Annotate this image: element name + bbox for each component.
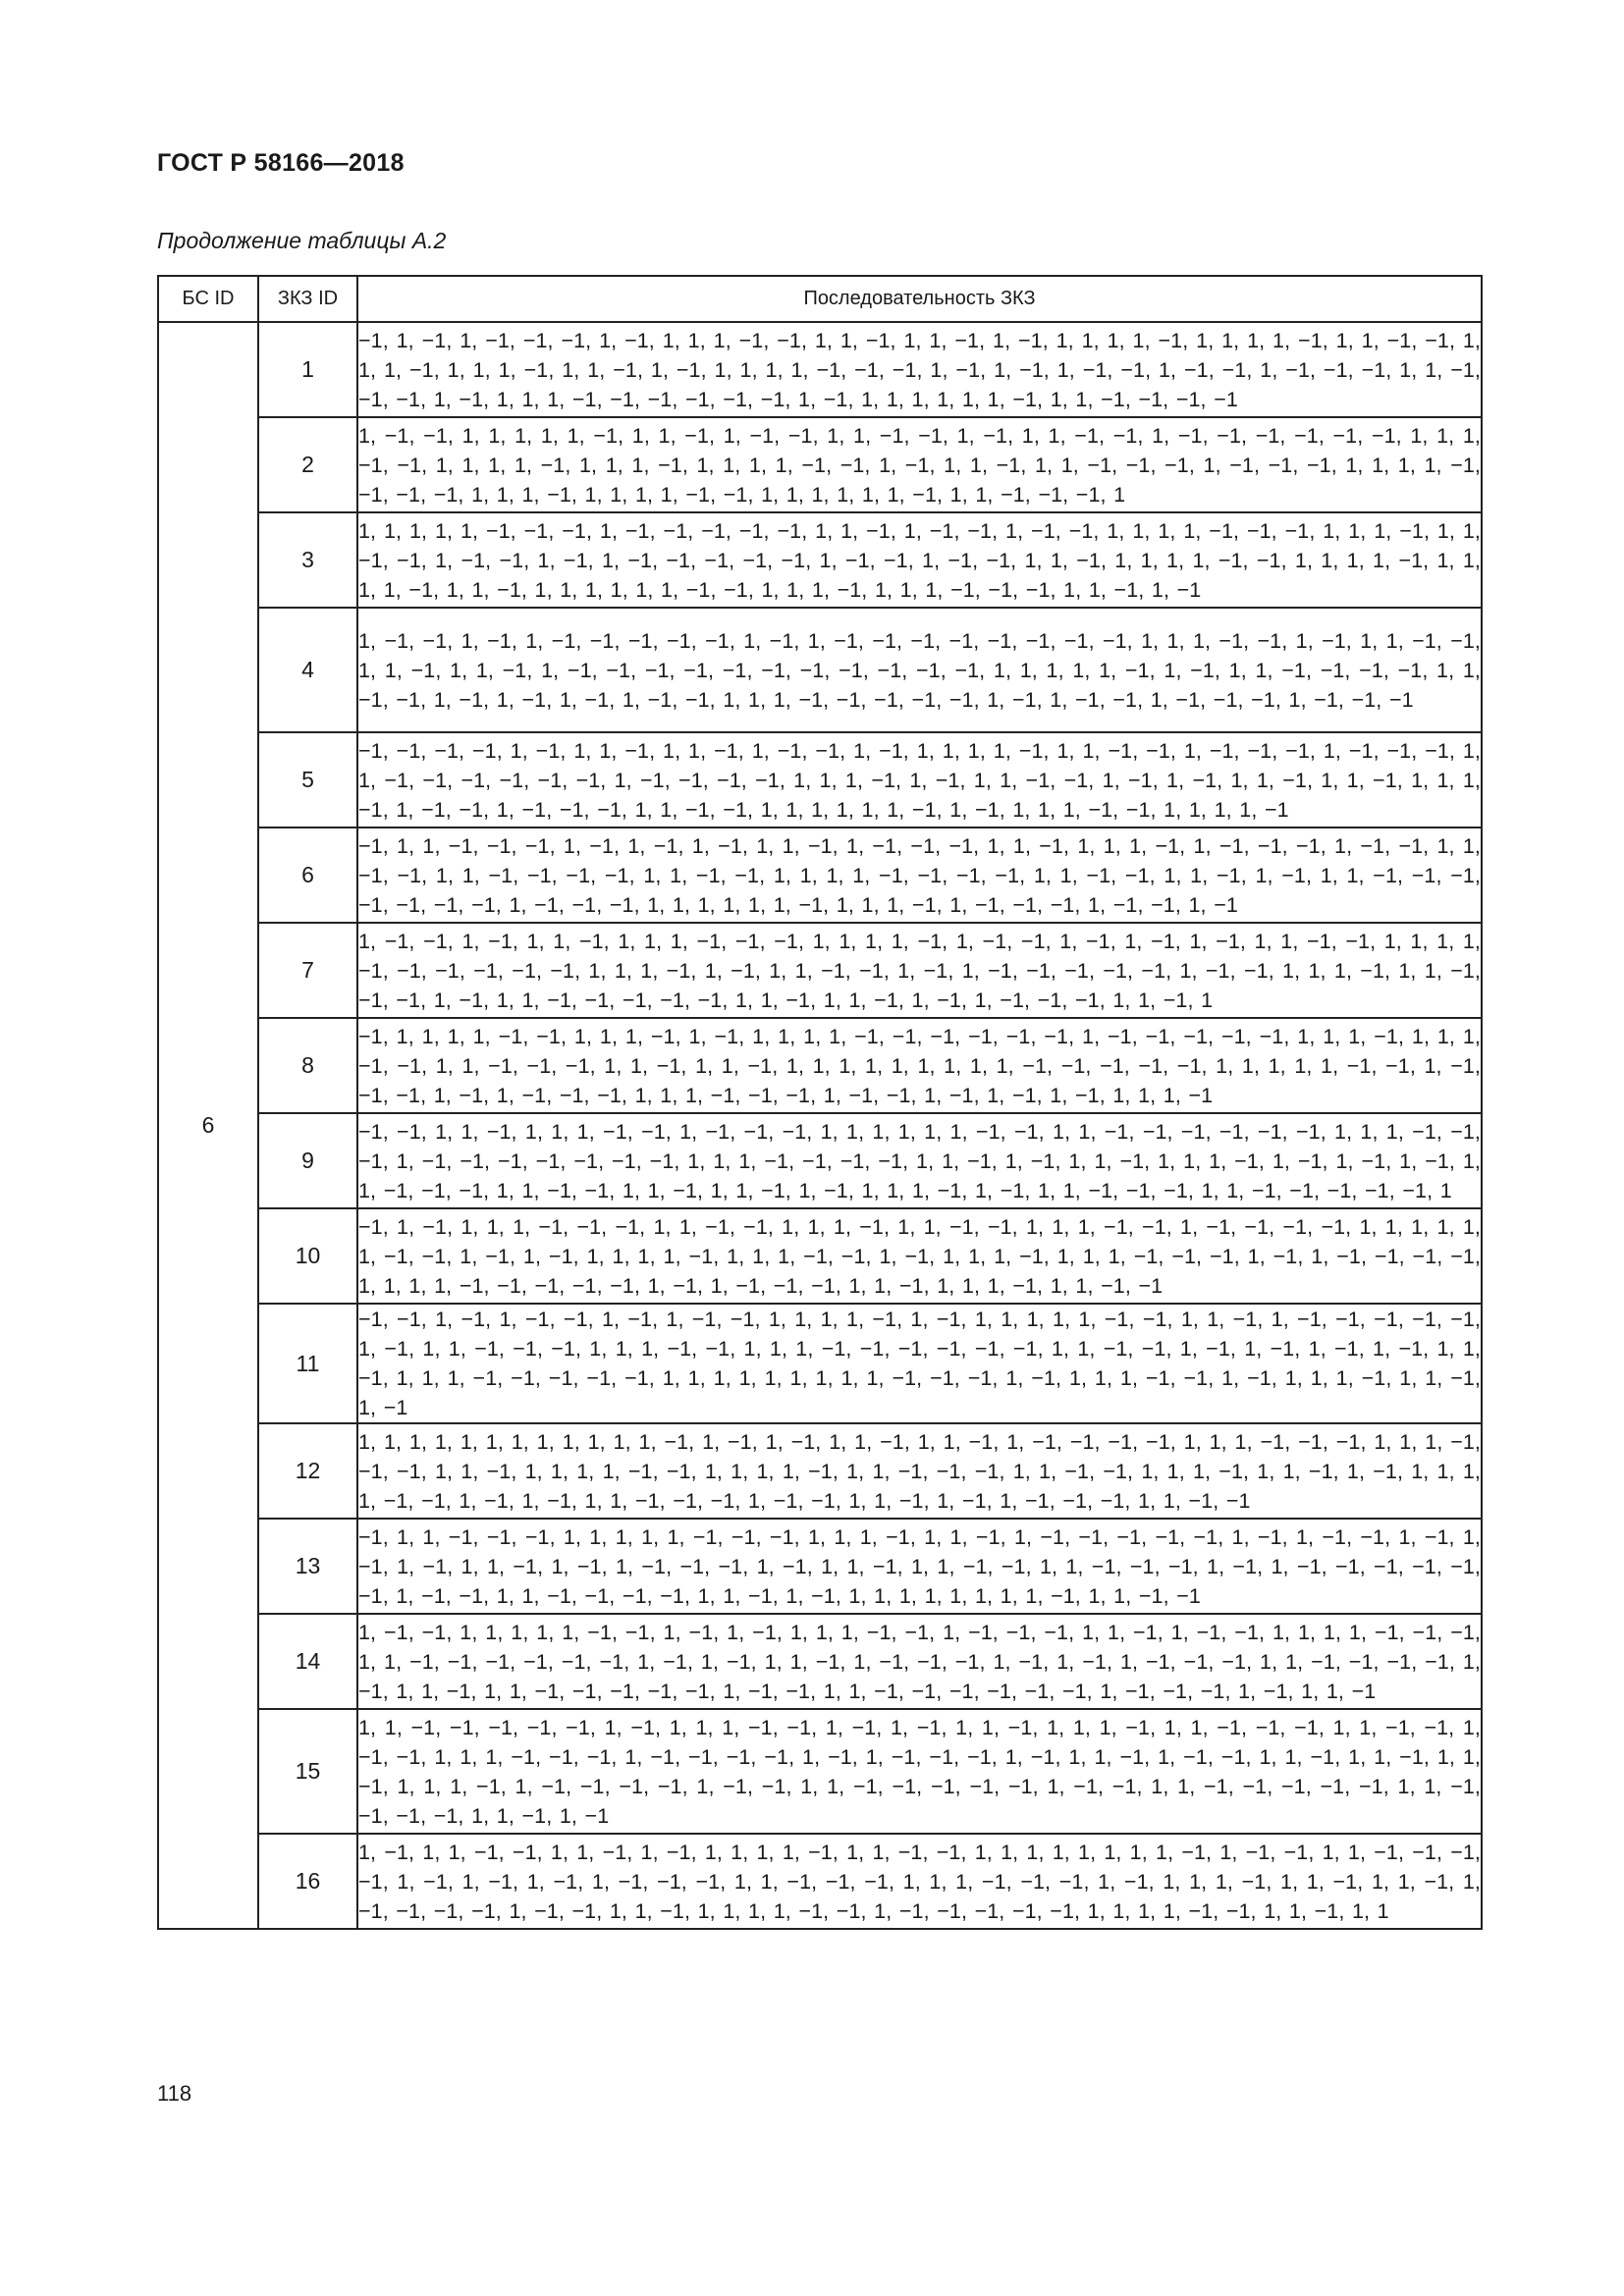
bs-id-cell: 6 — [158, 322, 258, 1929]
sequence-cell: −1, 1, 1, −1, −1, −1, 1, 1, 1, 1, 1, −1, −1, −1, 1, 1, 1, −1, 1, 1, −1, 1, −1, −1, −1, −1, −1, 1, −1, 1, −1, −1, 1, −1, 1, −1, 1, −1, 1, 1, −1, 1, −1, 1, −1, −1, −1, 1, −1, 1, 1, −1, 1, 1, −1, −1, 1, 1, −1, −1, −1, 1, −1, 1, −1, −1, −1, −1, −1, −1, 1, −1, −1, 1, 1, −1, −1, −1, −1, 1, 1, −1, 1, −1, 1, 1, 1, 1, 1, 1, 1, 1, −1, 1, 1, −1, −1 — [357, 1519, 1482, 1614]
table-header-row — [158, 276, 1482, 322]
sequence-cell: 1, −1, −1, 1, 1, 1, 1, 1, −1, −1, 1, −1, 1, −1, 1, 1, 1, −1, −1, 1, −1, −1, −1, 1, 1, −1, 1, −1, −1, 1, 1, 1, 1, −1, −1, −1, 1, 1, −1, −1, −1, −1, −1, −1, 1, −1, 1, −1, 1, 1, −1, 1, −1, −1, −1, 1, −1, 1, −1, 1, −1, −1, −1, 1, 1, −1, −1, −1, −1, 1, −1, 1, 1, −1, 1, 1, −1, −1, −1, −1, −1, 1, −1, −1, 1, 1, −1, −1, −1, −1, −1, −1, 1, −1, −1, −1, 1, −1, 1, 1, −1 — [357, 1614, 1482, 1709]
sequence-cell: 1, −1, −1, 1, −1, 1, 1, −1, 1, 1, 1, −1, −1, −1, 1, 1, 1, 1, −1, 1, −1, −1, 1, −1, 1, −1, 1, −1, 1, 1, −1, −1, 1, 1, 1, 1, −1, −1, −1, −1, −1, −1, 1, 1, 1, −1, 1, −1, 1, 1, −1, −1, 1, −1, 1, −1, −1, −1, −1, −1, 1, −1, −1, 1, 1, 1, −1, 1, 1, −1, −1, −1, 1, −1, 1, 1, −1, −1, −1, −1, −1, 1, 1, −1, 1, 1, −1, 1, −1, 1, −1, −1, −1, 1, 1, −1, 1 — [357, 923, 1482, 1018]
sequence-cell: −1, 1, −1, 1, −1, −1, −1, 1, −1, 1, 1, 1, −1, −1, 1, 1, −1, 1, 1, −1, 1, −1, 1, 1, 1, 1, −1, 1, 1, 1, 1, −1, 1, 1, −1, −1, 1, 1, 1, −1, 1, 1, 1, −1, 1, 1, −1, 1, −1, 1, 1, 1, 1, −1, −1, −1, 1, −1, 1, −1, 1, −1, −1, 1, −1, −1, 1, −1, −1, −1, 1, 1, −1, −1, −1, 1, −1, 1, 1, 1, −1, −1, −1, −1, −1, −1, 1, −1, 1, 1, 1, 1, 1, 1, −1, 1, 1, −1, −1, −1, −1 — [357, 322, 1482, 417]
sequence-cell: 1, 1, 1, 1, 1, −1, −1, −1, 1, −1, −1, −1, −1, −1, 1, 1, −1, 1, −1, −1, 1, −1, −1, 1, 1, 1, 1, −1, −1, −1, 1, 1, 1, −1, 1, 1, −1, −1, 1, −1, −1, 1, −1, 1, −1, −1, −1, −1, −1, 1, −1, −1, 1, −1, −1, 1, 1, −1, 1, 1, 1, 1, −1, −1, 1, 1, 1, 1, −1, 1, 1, 1, 1, −1, 1, 1, −1, 1, 1, 1, 1, 1, 1, −1, −1, 1, 1, 1, −1, 1, 1, 1, −1, −1, −1, 1, 1, −1, 1, −1 — [357, 512, 1482, 608]
sequence-cell: 1, 1, −1, −1, −1, −1, −1, 1, −1, 1, 1, 1, −1, −1, 1, −1, 1, −1, 1, 1, −1, 1, 1, 1, −1, 1, 1, −1, −1, −1, 1, 1, −1, −1, 1, −1, −1, 1, 1, 1, −1, −1, −1, 1, −1, −1, −1, −1, 1, −1, 1, −1, −1, −1, 1, −1, 1, 1, −1, 1, −1, −1, 1, 1, −1, 1, 1, −1, 1, 1, −1, 1, 1, 1, −1, 1, −1, −1, −1, −1, 1, −1, −1, 1, 1, −1, −1, −1, −1, −1, 1, −1, −1, 1, 1, −1, −1, −1, −1, −1, 1, 1, −1, −1, −1, −1, 1, 1, −1, 1, −1 — [357, 1709, 1482, 1834]
sequence-cell: −1, 1, −1, 1, 1, 1, −1, −1, −1, 1, 1, −1, −1, 1, 1, 1, −1, 1, 1, −1, −1, 1, 1, 1, −1, −1, 1, −1, −1, −1, −1, 1, 1, 1, 1, 1, 1, −1, −1, 1, −1, 1, −1, 1, 1, 1, 1, −1, 1, 1, 1, −1, −1, 1, −1, 1, 1, 1, −1, 1, 1, 1, −1, −1, −1, 1, −1, 1, −1, −1, −1, −1, 1, 1, 1, 1, −1, −1, −1, −1, −1, 1, −1, 1, −1, −1, −1, 1, 1, −1, 1, 1, 1, −1, 1, 1, −1, −1 — [357, 1208, 1482, 1304]
table-row — [158, 512, 1482, 608]
zkz-id-cell: 9 — [258, 1113, 357, 1208]
sequence-cell: −1, −1, −1, −1, 1, −1, 1, 1, −1, 1, 1, −1, 1, −1, −1, 1, −1, 1, 1, 1, 1, −1, 1, 1, −1, −1, 1, −1, −1, −1, 1, −1, −1, −1, 1, 1, −1, −1, −1, −1, −1, −1, 1, −1, −1, −1, −1, 1, 1, 1, −1, 1, −1, 1, 1, −1, −1, 1, −1, 1, −1, 1, 1, −1, 1, 1, −1, 1, 1, 1, −1, 1, −1, −1, 1, −1, −1, −1, 1, 1, −1, −1, 1, 1, 1, 1, 1, 1, −1, 1, −1, 1, 1, 1, −1, −1, 1, 1, 1, 1, −1 — [357, 732, 1482, 828]
zkz-id-cell: 15 — [258, 1709, 357, 1834]
table-row — [158, 1113, 1482, 1208]
zkz-id-cell: 6 — [258, 828, 357, 923]
table-row — [158, 1208, 1482, 1304]
table-row — [158, 1834, 1482, 1929]
header-sequence: Последовательность ЗКЗ — [357, 276, 1482, 322]
table-row — [158, 1018, 1482, 1113]
sequence-cell: −1, −1, 1, −1, 1, −1, −1, 1, −1, 1, −1, −1, 1, 1, 1, 1, −1, 1, −1, 1, 1, 1, 1, 1, −1, −1, 1, 1, −1, 1, −1, −1, −1, −1, −1, 1, −1, 1, 1, −1, −1, −1, 1, 1, 1, −1, −1, 1, 1, 1, −1, −1, −1, −1, −1, −1, 1, 1, −1, −1, 1, −1, 1, −1, 1, −1, 1, −1, 1, 1, −1, 1, 1, 1, −1, −1, −1, −1, −1, 1, 1, 1, 1, 1, 1, 1, 1, 1, −1, −1, −1, 1, −1, 1, 1, 1, −1, −1, 1, −1, 1, 1, 1, −1, 1, 1, −1, 1, −1 — [357, 1304, 1482, 1423]
table-row — [158, 1423, 1482, 1519]
page-number: 118 — [157, 2081, 192, 2106]
table-caption: Продолжение таблицы А.2 — [157, 228, 447, 253]
zkz-id-cell: 3 — [258, 512, 357, 608]
sequence-cell: 1, −1, −1, 1, 1, 1, 1, 1, −1, 1, 1, −1, 1, −1, −1, 1, 1, −1, −1, 1, −1, 1, 1, −1, −1, 1, −1, −1, −1, −1, −1, −1, 1, 1, 1, −1, −1, 1, 1, 1, 1, −1, 1, 1, 1, −1, 1, 1, 1, 1, −1, −1, 1, −1, 1, 1, −1, 1, 1, −1, −1, −1, 1, −1, −1, −1, 1, 1, 1, 1, −1, −1, −1, −1, 1, 1, 1, −1, 1, 1, 1, 1, −1, −1, 1, 1, 1, 1, 1, 1, −1, 1, 1, −1, −1, −1, 1 — [357, 417, 1482, 512]
zkz-id-cell: 5 — [258, 732, 357, 828]
zkz-id-cell: 8 — [258, 1018, 357, 1113]
zkz-id-cell: 16 — [258, 1834, 357, 1929]
sequence-cell: −1, 1, 1, 1, 1, −1, −1, 1, 1, 1, −1, 1, −1, 1, 1, 1, 1, −1, −1, −1, −1, −1, −1, 1, −1, −1, −1, −1, −1, 1, 1, 1, −1, 1, 1, 1, −1, −1, 1, 1, −1, −1, −1, 1, 1, −1, 1, 1, −1, 1, 1, 1, 1, 1, 1, 1, 1, 1, −1, −1, −1, −1, −1, 1, 1, 1, 1, 1, −1, −1, 1, −1, −1, −1, 1, −1, 1, −1, −1, −1, 1, 1, 1, −1, −1, −1, 1, −1, −1, 1, −1, 1, −1, 1, −1, 1, 1, 1, −1 — [357, 1018, 1482, 1113]
sequence-cell: 1, −1, 1, 1, −1, −1, 1, 1, −1, 1, −1, 1, 1, 1, 1, −1, 1, 1, −1, −1, 1, 1, 1, 1, 1, 1, 1, 1, −1, 1, −1, −1, 1, 1, −1, −1, −1, −1, 1, −1, 1, −1, 1, −1, 1, −1, −1, −1, 1, 1, −1, −1, −1, 1, 1, 1, −1, −1, −1, 1, −1, 1, 1, 1, −1, 1, 1, −1, 1, 1, −1, 1, −1, −1, −1, −1, 1, −1, −1, 1, 1, −1, 1, 1, 1, 1, −1, −1, 1, −1, −1, −1, −1, −1, 1, 1, 1, 1, −1, −1, 1, 1, −1, 1, 1 — [357, 1834, 1482, 1929]
zkz-id-cell: 12 — [258, 1423, 357, 1519]
sequence-cell: −1, 1, 1, −1, −1, −1, 1, −1, 1, −1, 1, −1, 1, 1, −1, 1, −1, −1, −1, 1, 1, −1, 1, 1, 1, −1, 1, −1, −1, −1, 1, −1, −1, 1, 1, −1, −1, 1, 1, −1, −1, −1, −1, 1, 1, −1, −1, 1, 1, 1, 1, −1, −1, −1, −1, 1, 1, −1, −1, 1, 1, −1, 1, −1, 1, 1, −1, −1, −1, −1, −1, −1, −1, 1, −1, −1, −1, 1, 1, 1, 1, 1, 1, −1, 1, 1, 1, −1, 1, −1, −1, −1, 1, −1, −1, 1, −1 — [357, 828, 1482, 923]
zkz-id-cell: 10 — [258, 1208, 357, 1304]
sequence-cell: 1, 1, 1, 1, 1, 1, 1, 1, 1, 1, 1, 1, −1, 1, −1, 1, −1, 1, 1, −1, 1, 1, −1, 1, −1, −1, −1, −1, 1, 1, 1, −1, −1, −1, 1, 1, 1, −1, −1, −1, 1, 1, −1, 1, 1, 1, 1, −1, −1, 1, 1, 1, 1, −1, 1, 1, −1, −1, −1, 1, 1, −1, −1, 1, 1, 1, −1, 1, 1, −1, 1, −1, 1, 1, 1, 1, −1, −1, 1, −1, 1, −1, 1, 1, −1, −1, −1, 1, −1, −1, 1, 1, −1, 1, −1, 1, −1, −1, −1, 1, 1, −1, −1 — [357, 1423, 1482, 1519]
zkz-id-cell: 13 — [258, 1519, 357, 1614]
table-row — [158, 828, 1482, 923]
header-zkz-id: ЗКЗ ID — [258, 276, 357, 322]
table-row — [158, 1614, 1482, 1709]
sequence-cell: −1, −1, 1, 1, −1, 1, 1, 1, −1, −1, 1, −1, −1, −1, 1, 1, 1, 1, 1, 1, −1, −1, 1, 1, −1, −1, −1, −1, −1, −1, 1, 1, 1, −1, −1, −1, 1, −1, −1, −1, −1, −1, −1, −1, 1, 1, 1, −1, −1, −1, −1, 1, 1, −1, 1, −1, 1, 1, −1, 1, 1, 1, −1, 1, −1, 1, −1, 1, −1, 1, 1, −1, −1, −1, 1, 1, −1, −1, 1, 1, −1, 1, 1, −1, 1, −1, 1, 1, 1, −1, 1, −1, 1, 1, −1, −1, −1, 1, 1, −1, −1, −1, −1, −1, 1 — [357, 1113, 1482, 1208]
table-row — [158, 1519, 1482, 1614]
zkz-id-cell: 1 — [258, 322, 357, 417]
zkz-id-cell: 14 — [258, 1614, 357, 1709]
table-row — [158, 322, 1482, 417]
table-row — [158, 417, 1482, 512]
sequence-cell: 1, −1, −1, 1, −1, 1, −1, −1, −1, −1, −1, 1, −1, 1, −1, −1, −1, −1, −1, −1, −1, −1, 1, 1, 1, −1, −1, 1, −1, 1, 1, −1, −1, 1, 1, −1, 1, 1, −1, 1, −1, −1, −1, −1, −1, −1, −1, −1, −1, −1, −1, 1, 1, 1, 1, 1, −1, 1, −1, 1, 1, −1, −1, −1, −1, 1, 1, −1, −1, 1, −1, 1, −1, 1, −1, 1, −1, −1, 1, 1, 1, −1, −1, −1, −1, −1, 1, −1, 1, −1, −1, 1, −1, −1, −1, 1, −1, −1, −1 — [357, 608, 1482, 732]
table-row — [158, 923, 1482, 1018]
table-row — [158, 732, 1482, 828]
zkz-id-cell: 11 — [258, 1304, 357, 1423]
header-bs-id: БС ID — [158, 276, 258, 322]
zkz-id-cell: 7 — [258, 923, 357, 1018]
document-id: ГОСТ Р 58166—2018 — [157, 149, 405, 177]
zkz-id-cell: 2 — [258, 417, 357, 512]
table-row — [158, 1304, 1482, 1423]
table-row — [158, 1709, 1482, 1834]
table-row — [158, 608, 1482, 732]
sequence-table — [157, 275, 1483, 1930]
zkz-id-cell: 4 — [258, 608, 357, 732]
